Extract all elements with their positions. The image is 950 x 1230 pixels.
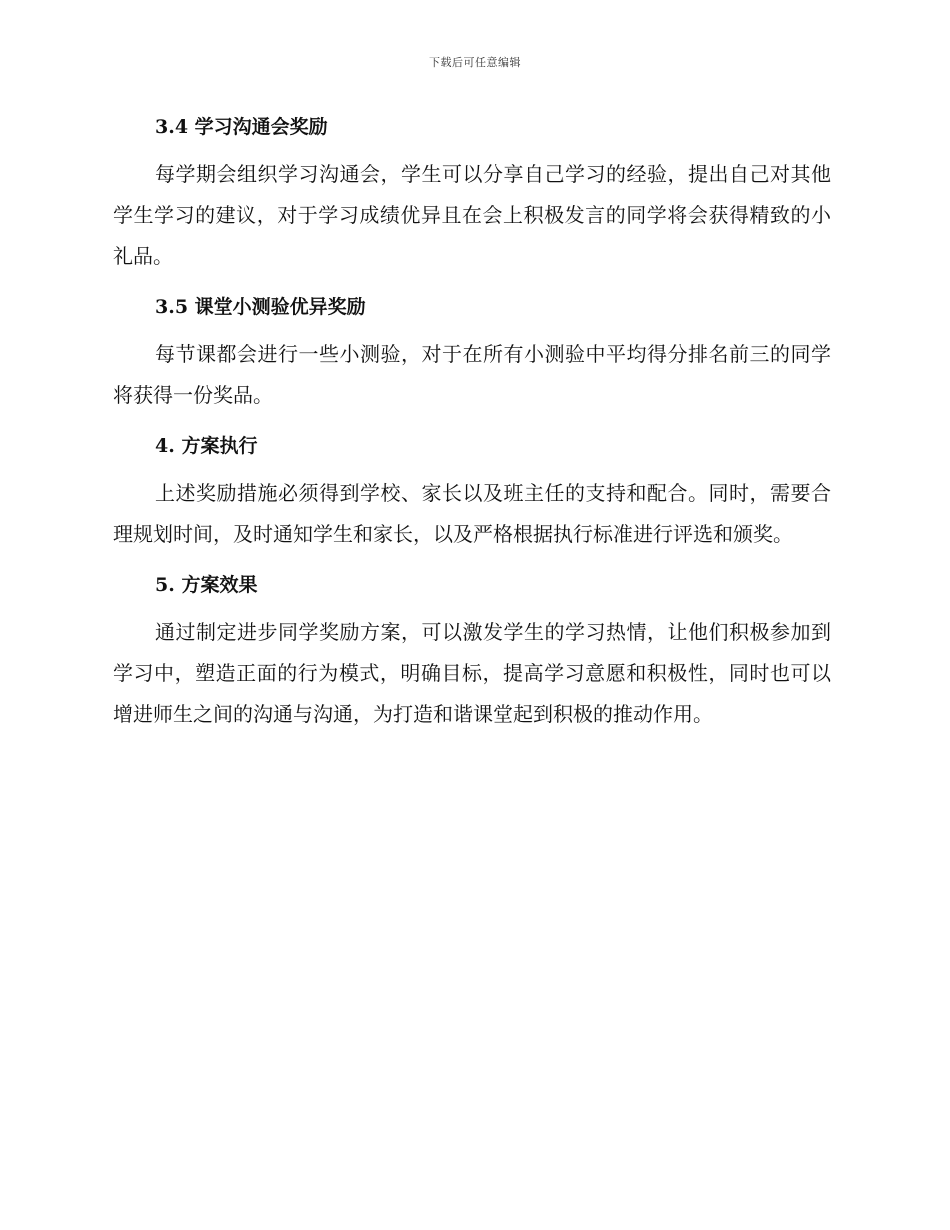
section-paragraph: 每学期会组织学习沟通会，学生可以分享自己学习的经验，提出自己对其他学生学习的建议，对于学习成绩优异且在会上积极发言的同学将会获得精致的小礼品。 — [113, 162, 831, 268]
header-note: 下载后可任意编辑 — [429, 56, 521, 69]
section-heading: 5. 方案效果 — [155, 574, 258, 596]
section-paragraph: 上述奖励措施必须得到学校、家长以及班主任的支持和配合。同时，需要合理规划时间，及时通知学生和家长，以及严格根据执行标准进行评选和颁奖。 — [113, 481, 831, 546]
section-heading: 4. 方案执行 — [155, 435, 258, 457]
section-3-4 — [113, 112, 831, 292]
section-4 — [113, 431, 831, 570]
section-3-5 — [113, 292, 831, 431]
document-body — [113, 112, 831, 735]
section-paragraph: 通过制定进步同学奖励方案，可以激发学生的学习热情，让他们积极参加到学习中，塑造正面的行为模式，明确目标，提高学习意愿和积极性，同时也可以增进师生之间的沟通与沟通，为打造和谐课堂起到积极的推动作用。 — [113, 620, 831, 726]
section-heading: 3.4 学习沟通会奖励 — [155, 116, 328, 138]
section-paragraph: 每节课都会进行一些小测验，对于在所有小测验中平均得分排名前三的同学将获得一份奖品。 — [113, 342, 831, 407]
section-heading: 3.5 课堂小测验优异奖励 — [155, 296, 366, 318]
section-5 — [113, 570, 831, 735]
